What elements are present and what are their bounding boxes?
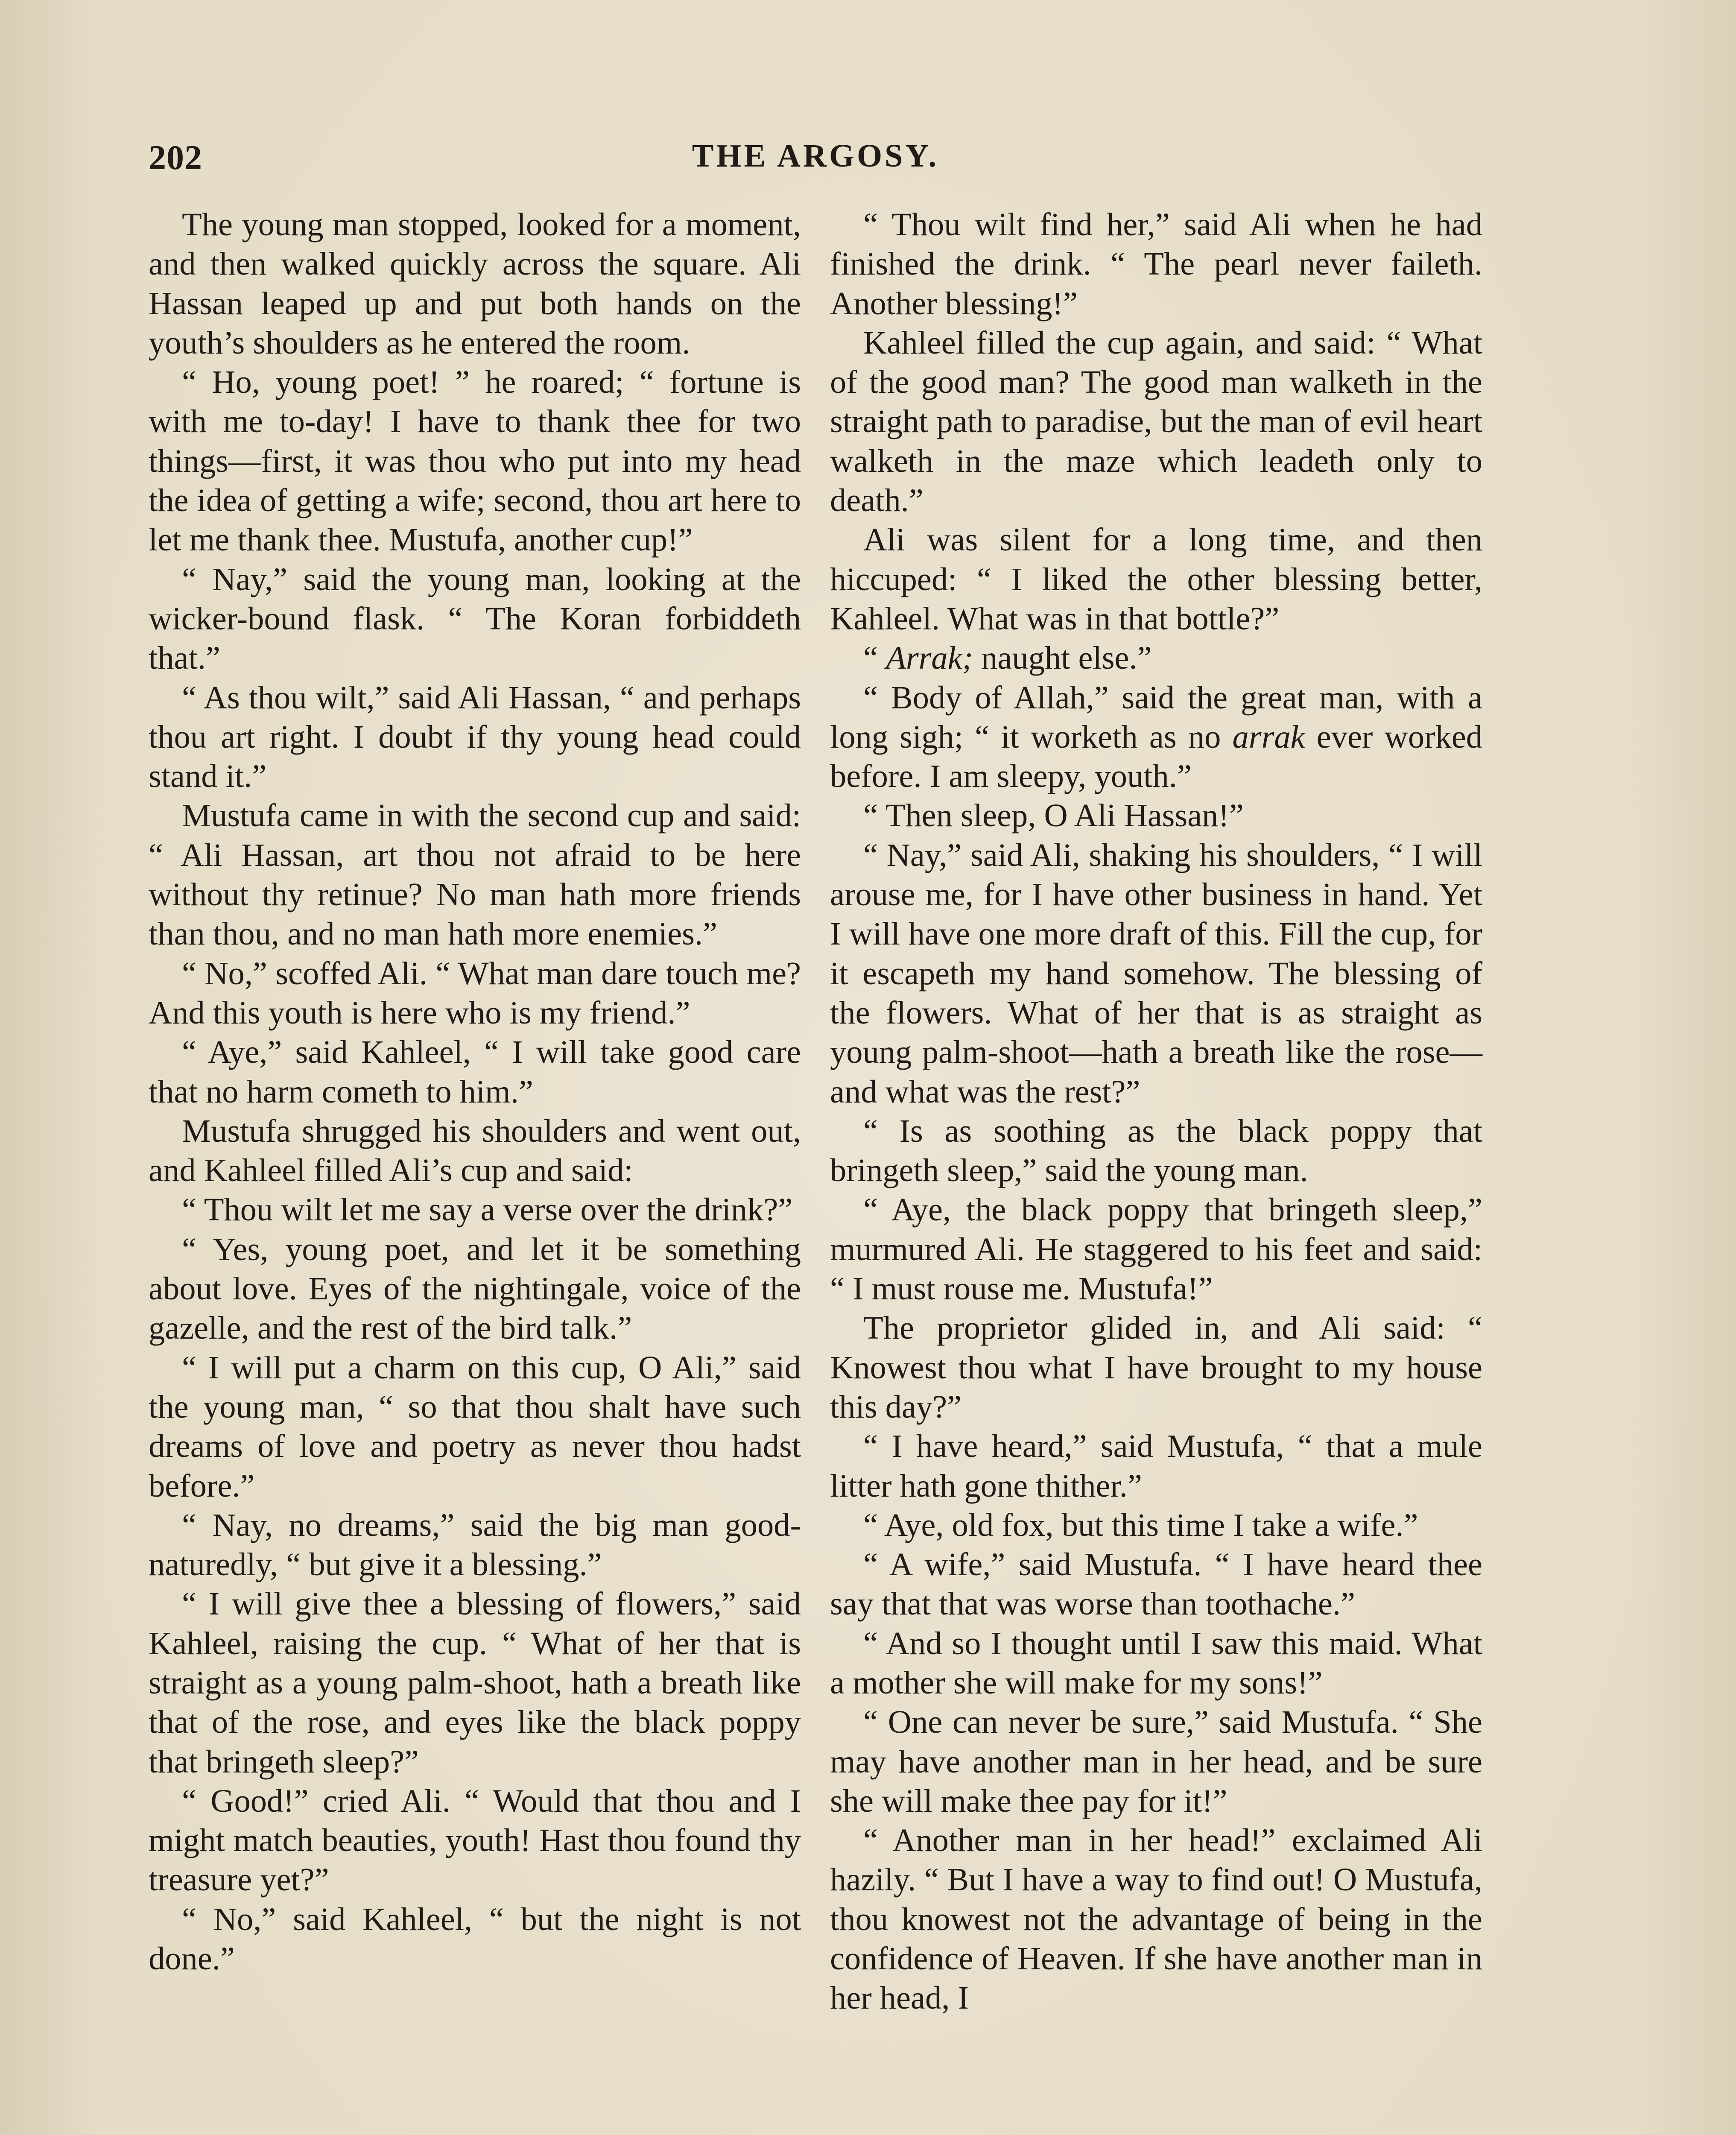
paragraph: “ I have heard,” said Mustufa, “ that a mule litter hath gone thither.”: [830, 1428, 1482, 1504]
running-title: THE ARGOSY.: [692, 138, 939, 174]
paragraph: “ I will give thee a blessing of flowers,” said Kahleel, raising the cup. “ What of her that is straight as a young palm-shoot, hath a breath like that of the rose, and eyes like the black poppy that bringeth sleep?”: [149, 1585, 801, 1780]
paragraph: Kahleel filled the cup again, and said: “ What of the good man? The good man walketh in the straight path to paradise, but the man of evil heart walketh in the maze which leadeth only to death.”: [830, 324, 1482, 519]
paragraph: [830, 678, 1482, 796]
page-number: 202: [149, 138, 202, 177]
italic-arrak: arrak: [1232, 718, 1305, 755]
paragraph: “ Yes, young poet, and let it be something about love. Eyes of the nightingale, voice of the gazelle, and the rest of the bird talk.”: [149, 1231, 801, 1346]
paragraph: Ali was silent for a long time, and then hiccuped: “ I liked the other blessing better, Kahleel. What was in that bottle?”: [830, 521, 1482, 637]
paragraph: The proprietor glided in, and Ali said: “ Knowest thou what I have brought to my house this day?”: [830, 1310, 1482, 1425]
paragraph: The young man stopped, looked for a moment, and then walked quickly across the square. Ali Hassan leaped up and put both hands on the youth’s shoulders as he entered the room.: [149, 206, 801, 361]
paragraph: “ A wife,” said Mustufa. “ I have heard thee say that that was worse than toothache.”: [830, 1546, 1482, 1622]
italic-arrak: Arrak;: [886, 640, 973, 676]
paragraph: “ No,” scoffed Ali. “ What man dare touch me? And this youth is here who is my friend.”: [149, 955, 801, 1031]
paragraph: “ Nay,” said Ali, shaking his shoulders, “ I will arouse me, for I have other business in hand. Yet I will have one more draft of this. Fill the cup, for it escapeth my hand somehow. The blessing of the flowers. What of her that is as straight as young palm-shoot—hath a breath like the rose—and what was the rest?”: [830, 836, 1482, 1110]
quote-open: “: [863, 640, 886, 676]
paragraph: Mustufa came in with the second cup and said: “ Ali Hassan, art thou not afraid to be here without thy retinue? No man hath more friends than thou, and no man hath more enemies.”: [149, 797, 801, 952]
paragraph: “ Another man in her head!” exclaimed Ali hazily. “ But I have a way to find out! O Mustufa, thou knowest not the advantage of being in the confidence of Heaven. If she have another man in her head, I: [830, 1822, 1482, 2016]
paragraph: “ One can never be sure,” said Mustufa. “ She may have another man in her head, and be sure she will make thee pay for it!”: [830, 1704, 1482, 1819]
page-header: [149, 137, 1482, 184]
paragraph-rest: naught else.”: [973, 640, 1152, 676]
paragraph: “ I will put a charm on this cup, O Ali,” said the young man, “ so that thou shalt have such dreams of love and poetry as never thou hadst before.”: [149, 1349, 801, 1504]
paragraph: “ Is as soothing as the black poppy that bringeth sleep,” said the young man.: [830, 1112, 1482, 1189]
paragraph: Mustufa shrugged his shoulders and went out, and Kahleel filled Ali’s cup and said:: [149, 1112, 801, 1189]
right-column: [830, 205, 1482, 2018]
paragraph: “ Aye, old fox, but this time I take a wife.”: [863, 1506, 1418, 1543]
paragraph: “ Nay, no dreams,” said the big man good-naturedly, “ but give it a blessing.”: [149, 1506, 801, 1583]
paragraph: [830, 638, 1482, 678]
paragraph: “ Nay,” said the young man, looking at the wicker-bound flask. “ The Koran forbiddeth that.”: [149, 561, 801, 676]
paragraph: “ Then sleep, O Ali Hassan!”: [863, 797, 1244, 834]
paragraph: “ Aye, the black poppy that bringeth sleep,” murmured Ali. He staggered to his feet and said: “ I must rouse me. Mustufa!”: [830, 1191, 1482, 1307]
paragraph: “ As thou wilt,” said Ali Hassan, “ and perhaps thou art right. I doubt if thy young head could stand it.”: [149, 679, 801, 795]
paragraph: “ Ho, young poet! ” he roared; “ fortune is with me to-day! I have to thank thee for two things—first, it was thou who put into my head the idea of getting a wife; second, thou art here to let me thank thee. Mustufa, another cup!”: [149, 364, 801, 558]
paragraph: “ No,” said Kahleel, “ but the night is not done.”: [149, 1901, 801, 1977]
left-column: [149, 205, 801, 1978]
paragraph-part: “ Body of Allah,” said the great man, with a long sigh; “ it worketh as no: [830, 679, 1482, 755]
paragraph: “ Thou wilt find her,” said Ali when he had finished the drink. “ The pearl never faileth. Another blessing!”: [830, 206, 1482, 322]
paragraph: “ And so I thought until I saw this maid. What a mother she will make for my sons!”: [830, 1625, 1482, 1701]
paragraph-part: ever worked before. I am sleepy, youth.”: [830, 718, 1483, 795]
paragraph: “ Good!” cried Ali. “ Would that thou and I might match beauties, youth! Hast thou found thy treasure yet?”: [149, 1782, 801, 1898]
paragraph: “ Aye,” said Kahleel, “ I will take good care that no harm cometh to him.”: [149, 1034, 801, 1110]
paragraph: “ Thou wilt let me say a verse over the drink?”: [182, 1191, 793, 1228]
